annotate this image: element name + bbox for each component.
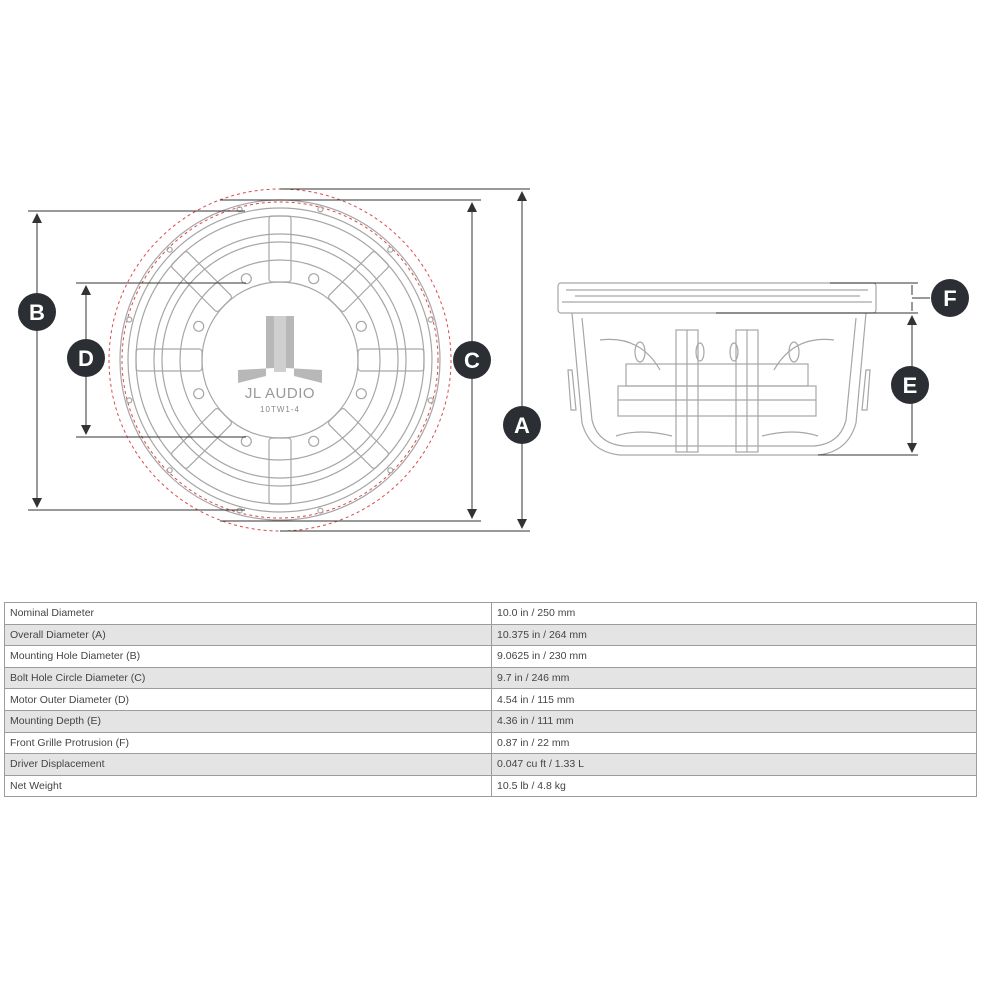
spec-row <box>5 775 977 797</box>
svg-text:D: D <box>78 346 94 371</box>
logo-wordmark: JL AUDIO <box>244 385 316 402</box>
spec-value: 10.5 lb / 4.8 kg <box>492 775 977 797</box>
spec-label: Front Grille Protrusion (F) <box>5 732 492 754</box>
model-label: 10TW1-4 <box>260 405 300 414</box>
spec-value: 0.047 cu ft / 1.33 L <box>492 754 977 776</box>
spec-value: 9.7 in / 246 mm <box>492 667 977 689</box>
side-view-drawing <box>558 283 876 455</box>
spec-row <box>5 646 977 668</box>
spec-row <box>5 732 977 754</box>
spec-row <box>5 624 977 646</box>
svg-text:B: B <box>29 300 45 325</box>
spec-label: Overall Diameter (A) <box>5 624 492 646</box>
svg-text:C: C <box>464 348 480 373</box>
spec-value: 9.0625 in / 230 mm <box>492 646 977 668</box>
spec-label: Driver Displacement <box>5 754 492 776</box>
svg-text:A: A <box>514 413 530 438</box>
spec-value: 0.87 in / 22 mm <box>492 732 977 754</box>
marker-badge-a <box>503 406 541 444</box>
svg-text:F: F <box>943 286 957 311</box>
marker-badge-b <box>18 293 56 331</box>
dimension-lines-side <box>716 283 930 455</box>
spec-row <box>5 710 977 732</box>
marker-badge-f <box>931 279 969 317</box>
spec-value: 10.0 in / 250 mm <box>492 603 977 625</box>
spec-row <box>5 754 977 776</box>
spec-value: 10.375 in / 264 mm <box>492 624 977 646</box>
spec-row <box>5 689 977 711</box>
spec-row <box>5 603 977 625</box>
spec-label: Nominal Diameter <box>5 603 492 625</box>
spec-value: 4.54 in / 115 mm <box>492 689 977 711</box>
spec-label: Mounting Hole Diameter (B) <box>5 646 492 668</box>
marker-badge-e <box>891 366 929 404</box>
marker-badge-c <box>453 341 491 379</box>
spec-value: 4.36 in / 111 mm <box>492 710 977 732</box>
svg-text:E: E <box>902 373 918 398</box>
spec-label: Net Weight <box>5 775 492 797</box>
spec-label: Bolt Hole Circle Diameter (C) <box>5 667 492 689</box>
spec-table <box>4 602 977 797</box>
spec-label: Mounting Depth (E) <box>5 710 492 732</box>
spec-row <box>5 667 977 689</box>
spec-label: Motor Outer Diameter (D) <box>5 689 492 711</box>
marker-badge-d <box>67 339 105 377</box>
